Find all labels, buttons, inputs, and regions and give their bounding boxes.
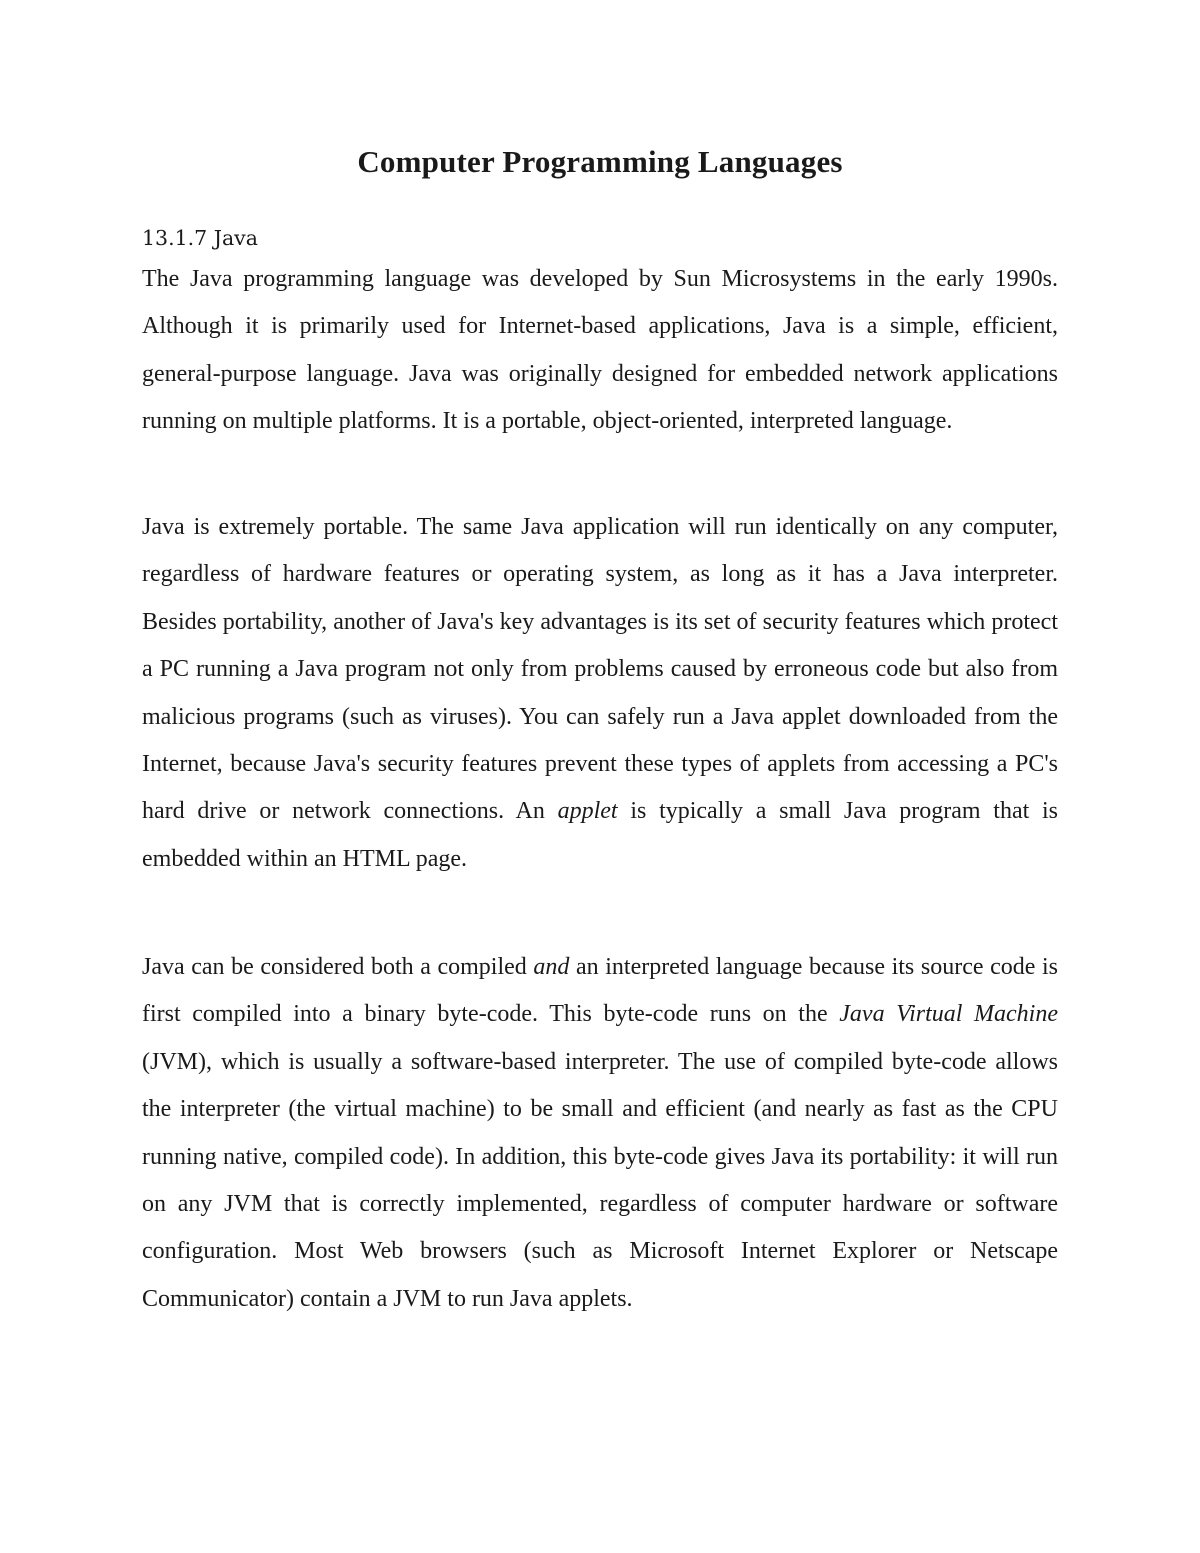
section-heading: 13.1.7 Java bbox=[142, 226, 258, 250]
paragraph-text: (JVM), which is usually a software-based interpreter. The use of compiled byte-code allows the interpreter (the virtual machine) to be small and efficient (and nearly as fast as the CPU running native, compiled code). In addition, this byte-code gives Java its portability: it will run on any JVM that is correctly implemented, regardless of computer hardware or software configuration. Most Web browsers (such as Microsoft Internet Explorer or Netscape Communicator) contain a JVM to run Java applets. bbox=[142, 1048, 1058, 1312]
emphasis-and: and bbox=[533, 954, 570, 980]
document-title: Computer Programming Languages bbox=[357, 144, 843, 179]
emphasis-applet: applet bbox=[557, 798, 618, 825]
emphasis-jvm: Java Virtual Machine bbox=[839, 1001, 1059, 1028]
paragraph-text: is typically a small Java program that is embedded within an HTML page. bbox=[142, 798, 1059, 872]
paragraph-portability bbox=[142, 504, 1058, 883]
paragraph-compilation bbox=[142, 944, 1058, 1323]
paragraph-text: Java is extremely portable. The same Java application will run identically on any computer, regardless of hardware features or operating system, as long as it has a Java interpreter. Besides portability, another of Java's key advantages is its set of security features which protect a PC running a Java program not only from problems caused by erroneous code but also from malicious programs (such as viruses). You can safely run a Java applet downloaded from the Internet, because Java's security features prevent these types of applets from accessing a PC's hard drive or network connections. An bbox=[142, 514, 1058, 825]
paragraph-intro: The Java programming language was developed by Sun Microsystems in the early 1990s. Although it is primarily used for Internet-based applications, Java is a simple, efficient, general-purpose language. Java was originally designed for embedded network applications running on multiple platforms. It is a portable, object-oriented, interpreted language. bbox=[142, 266, 1058, 435]
paragraph-text: Java can be considered both a compiled bbox=[142, 954, 534, 980]
paragraph-text: an interpreted language because its source code is first compiled into a binary byte-code. This byte-code runs on the bbox=[142, 954, 1059, 1028]
